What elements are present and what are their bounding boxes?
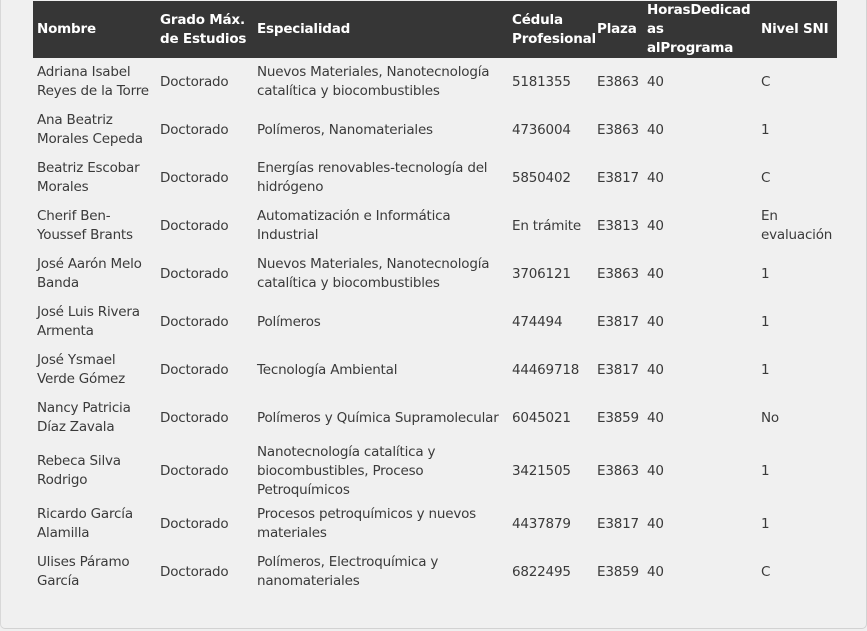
- cell-especialidad: Automatización e Informática Industrial: [257, 208, 451, 243]
- cell-sni: 1: [761, 462, 770, 479]
- table-row: [33, 298, 837, 346]
- cell-horas: 40: [647, 169, 664, 186]
- cell-horas: 40: [647, 313, 664, 330]
- cell-cedula: En trámite: [512, 217, 581, 234]
- cell-plaza: E3817: [597, 169, 639, 186]
- cell-nombre: Ulises Páramo García: [37, 554, 130, 589]
- cell-plaza: E3813: [597, 217, 639, 234]
- cell-cedula: 4736004: [512, 121, 571, 138]
- cell-sni: C: [761, 563, 771, 580]
- header-sni: Nivel SNI: [761, 21, 829, 37]
- cell-sni: C: [761, 73, 771, 90]
- cell-nombre: Ana Beatriz Morales Cepeda: [37, 112, 143, 147]
- cell-especialidad: Polímeros, Nanomateriales: [257, 121, 433, 138]
- cell-horas: 40: [647, 563, 664, 580]
- header-horas: HorasDedicadas alPrograma: [647, 2, 751, 56]
- cell-cedula: 6045021: [512, 409, 571, 426]
- cell-especialidad: Polímeros: [257, 313, 321, 330]
- cell-sni: 1: [761, 313, 770, 330]
- cell-plaza: E3863: [597, 73, 639, 90]
- cell-nombre: José Luis Rivera Armenta: [37, 304, 140, 339]
- cell-horas: 40: [647, 217, 664, 234]
- cell-grado: Doctorado: [160, 121, 229, 138]
- cell-nombre: Cherif Ben-Youssef Brants: [37, 208, 133, 243]
- cell-grado: Doctorado: [160, 409, 229, 426]
- cell-nombre: José Ysmael Verde Gómez: [37, 352, 126, 387]
- table-row: [33, 442, 837, 500]
- cell-cedula: 474494: [512, 313, 563, 330]
- cell-cedula: 6822495: [512, 563, 571, 580]
- header-grado: Grado Máx. de Estudios: [160, 11, 247, 47]
- table-row: [33, 106, 837, 154]
- table-row: [33, 202, 837, 250]
- cell-especialidad: Nanotecnología catalítica y biocombustibles, Proceso Petroquímicos: [257, 443, 436, 498]
- cell-horas: 40: [647, 409, 664, 426]
- cell-horas: 40: [647, 265, 664, 282]
- cell-plaza: E3863: [597, 265, 639, 282]
- cell-plaza: E3863: [597, 121, 639, 138]
- cell-sni: 1: [761, 121, 770, 138]
- cell-especialidad: Polímeros y Química Supramolecular: [257, 409, 499, 426]
- table-row: [33, 548, 837, 596]
- cell-grado: Doctorado: [160, 217, 229, 234]
- cell-nombre: Adriana Isabel Reyes de la Torre: [37, 64, 149, 99]
- cell-cedula: 5850402: [512, 169, 571, 186]
- cell-horas: 40: [647, 361, 664, 378]
- cell-plaza: E3859: [597, 563, 639, 580]
- table-row: [33, 346, 837, 394]
- table-row: [33, 394, 837, 442]
- cell-sni: En evaluación: [761, 208, 833, 243]
- cell-especialidad: Nuevos Materiales, Nanotecnología catalítica y biocombustibles: [257, 64, 490, 99]
- header-especialidad: Especialidad: [257, 21, 351, 37]
- cell-horas: 40: [647, 121, 664, 138]
- cell-nombre: José Aarón Melo Banda: [37, 256, 142, 291]
- cell-sni: 1: [761, 265, 770, 282]
- cell-plaza: E3817: [597, 515, 639, 532]
- cell-grado: Doctorado: [160, 265, 229, 282]
- cell-grado: Doctorado: [160, 462, 229, 479]
- table-row: [33, 500, 837, 548]
- table-row: [33, 250, 837, 298]
- cell-sni: 1: [761, 515, 770, 532]
- cell-especialidad: Polímeros, Electroquímica y nanomateriales: [257, 554, 439, 589]
- cell-cedula: 5181355: [512, 73, 571, 90]
- cell-horas: 40: [647, 462, 664, 479]
- cell-horas: 40: [647, 515, 664, 532]
- cell-grado: Doctorado: [160, 515, 229, 532]
- cell-especialidad: Procesos petroquímicos y nuevos materiales: [257, 506, 477, 541]
- cell-cedula: 4437879: [512, 515, 571, 532]
- header-cedula: Cédula Profesional: [512, 11, 596, 47]
- table-header: [33, 1, 837, 58]
- cell-grado: Doctorado: [160, 169, 229, 186]
- table-body: [33, 58, 837, 596]
- cell-plaza: E3817: [597, 361, 639, 378]
- cell-cedula: 3421505: [512, 462, 571, 479]
- cell-nombre: Nancy Patricia Díaz Zavala: [37, 400, 131, 435]
- cell-especialidad: Nuevos Materiales, Nanotecnología catalítica y biocombustibles: [257, 256, 490, 291]
- header-nombre: Nombre: [37, 21, 96, 37]
- cell-horas: 40: [647, 73, 664, 90]
- cell-sni: No: [761, 409, 779, 426]
- cell-cedula: 3706121: [512, 265, 571, 282]
- table-row: [33, 58, 837, 106]
- cell-especialidad: Tecnología Ambiental: [257, 361, 398, 378]
- cell-especialidad: Energías renovables-tecnología del hidrógeno: [257, 160, 488, 195]
- header-row: [33, 1, 837, 58]
- cell-nombre: Beatriz Escobar Morales: [37, 160, 140, 195]
- cell-cedula: 44469718: [512, 361, 580, 378]
- faculty-table: [33, 1, 837, 596]
- cell-grado: Doctorado: [160, 73, 229, 90]
- cell-plaza: E3817: [597, 313, 639, 330]
- cell-grado: Doctorado: [160, 563, 229, 580]
- cell-sni: 1: [761, 361, 770, 378]
- table-row: [33, 154, 837, 202]
- header-plaza: Plaza: [597, 21, 637, 37]
- cell-sni: C: [761, 169, 771, 186]
- cell-grado: Doctorado: [160, 313, 229, 330]
- cell-plaza: E3863: [597, 462, 639, 479]
- cell-grado: Doctorado: [160, 361, 229, 378]
- cell-plaza: E3859: [597, 409, 639, 426]
- cell-nombre: Rebeca Silva Rodrigo: [37, 453, 121, 488]
- cell-nombre: Ricardo García Alamilla: [37, 506, 133, 541]
